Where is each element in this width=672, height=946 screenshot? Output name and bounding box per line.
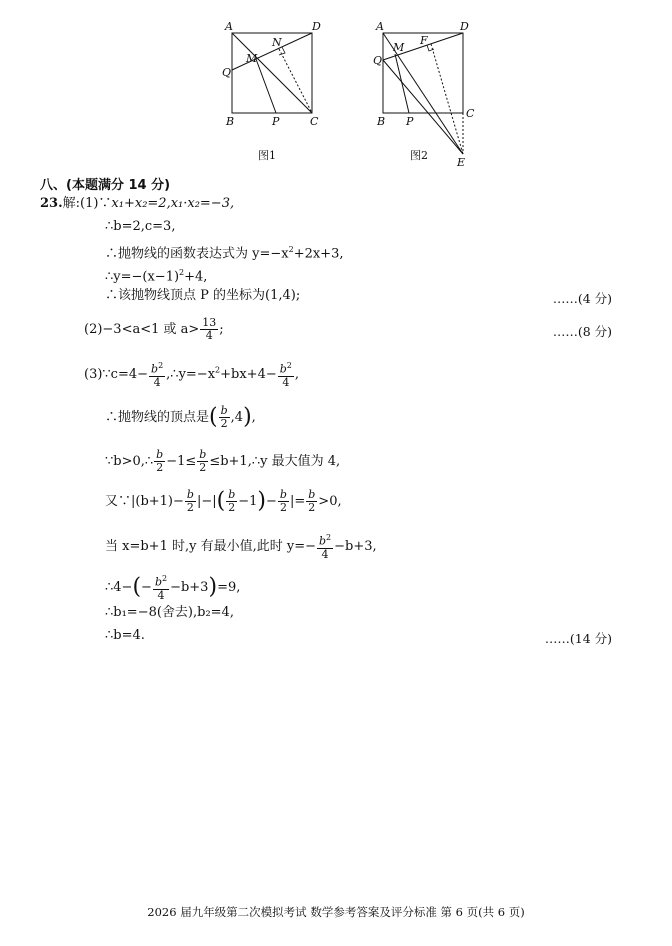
problem-number: 23. xyxy=(40,196,63,211)
label-b: B xyxy=(226,115,235,128)
roots-text: ∴b₁=−8(舍去),b₂=4, xyxy=(105,605,234,620)
score-4: ……(4 分) xyxy=(552,291,612,306)
fraction-b2-over-4: $\frac{b^2}{4}$ xyxy=(154,574,168,602)
expression-text: ∴抛物线的函数表达式为 y=−x xyxy=(105,246,289,262)
label-q: Q xyxy=(222,66,232,79)
fraction-b-over-2: $\frac{b}{2}$ xyxy=(156,448,164,474)
sum-product-text: x₁+x₂=2,x₁·x₂=−3, xyxy=(111,196,235,211)
part-3-line-3: ∵b>0,∴ $\frac{b}{2}$ −1≤ $\frac{b}{2}$ ≤b+1,∴y 最大值为 4, xyxy=(105,448,341,474)
label-n: N xyxy=(272,36,282,49)
fraction-13-4: $\frac{13}{4}$ xyxy=(202,316,217,342)
fraction-b-over-2: $\frac{b}{2}$ xyxy=(186,488,194,514)
part-3-line-1: (3)∵c=4− $\frac{b^2}{4}$ $,\therefore y=-x^2+bx+4-$ $\frac{b^2}{4}$ , xyxy=(84,361,300,389)
figure-2-caption: 图2 xyxy=(410,149,428,162)
range-text: (2)−3<a<1 或 a> xyxy=(84,322,200,337)
bc-values: ∴b=2,c=3, xyxy=(105,219,176,234)
segment-mp xyxy=(395,54,409,113)
section-heading: 八、(本题满分 14 分) xyxy=(40,178,171,193)
segment-nc-dashed xyxy=(279,49,312,113)
exponent: 2 xyxy=(288,245,294,254)
score-8: ……(8 分) xyxy=(552,324,612,339)
label-d: D xyxy=(312,20,321,33)
fraction-b2-over-4: $\frac{b^2}{4}$ xyxy=(318,533,332,561)
part-3-line-2: ∴抛物线的顶点是( $\frac{b}{2}$ ,4), xyxy=(105,404,256,430)
label-a: A xyxy=(376,20,384,33)
solution-line-2 xyxy=(105,219,175,235)
fraction-b-over-2: $\frac{b}{2}$ xyxy=(220,404,228,430)
part-3-line-6: ∴4−(− $\frac{b^2}{4}$ −b+3)=9, xyxy=(105,574,241,602)
label-d: D xyxy=(460,20,469,33)
label-f: F xyxy=(420,34,428,47)
fraction-b2-over-4: $\frac{b^2}{4}$ xyxy=(151,361,164,389)
vertex-form-tail: +4, xyxy=(184,269,208,285)
fraction-b-over-2: $\frac{b}{2}$ xyxy=(199,448,207,474)
segment-fe-dashed xyxy=(431,44,463,154)
fraction-b-over-2: $\frac{b}{2}$ xyxy=(308,488,316,514)
label-m: M xyxy=(393,41,405,54)
fraction-b-over-2: $\frac{b}{2}$ xyxy=(228,488,236,514)
label-m: M xyxy=(246,52,258,65)
part-3-line-8 xyxy=(105,628,145,644)
figure-1 xyxy=(222,18,327,128)
label-a: A xyxy=(225,20,233,33)
page-footer: 2026 届九年级第二次模拟考试 数学参考答案及评分标准 第 6 页(共 6 页) xyxy=(147,905,525,919)
part-2-line: (2)−3<a<1 或 a> $\frac{13}{4}$ ; xyxy=(84,316,224,342)
part-3-line-4: 又∵|(b+1)− $\frac{b}{2}$ |−|( $\frac{b}{2}$ −1)− $\frac{b}{2}$ |= $\frac{b}{2}$ >0, xyxy=(105,488,342,514)
figure-2 xyxy=(373,18,478,168)
part-3-line-7 xyxy=(105,605,234,621)
label-c: C xyxy=(466,107,475,120)
fraction-b2-over-4: $\frac{b^2}{4}$ xyxy=(279,361,292,389)
solution-line-3 xyxy=(105,242,343,262)
solution-line-5 xyxy=(105,288,300,304)
label-p: P xyxy=(406,115,414,128)
solution-line-4 xyxy=(105,265,207,285)
solution-lead: 解:(1)∵ xyxy=(62,196,112,211)
vertex-form: ∴y=−(x−1) xyxy=(105,269,180,285)
expression-text-tail: +2x+3, xyxy=(293,246,344,262)
right-angle-mark xyxy=(427,45,434,51)
label-p: P xyxy=(272,115,280,128)
exponent: 2 xyxy=(179,268,185,277)
label-q: Q xyxy=(373,54,383,67)
final-answer: ∴b=4. xyxy=(105,628,145,643)
score-14: ……(14 分) xyxy=(544,631,612,646)
label-e: E xyxy=(457,156,466,168)
label-c: C xyxy=(310,115,319,128)
fraction-b-over-2: $\frac{b}{2}$ xyxy=(279,488,287,514)
part-3-line-5: 当 x=b+1 时,y 有最小值,此时 y=− $\frac{b^2}{4}$ −b+3, xyxy=(105,533,377,561)
solution-line-1 xyxy=(40,196,234,212)
vertex-coordinate: ∴该抛物线顶点 P 的坐标为(1,4); xyxy=(105,288,301,303)
label-b: B xyxy=(377,115,386,128)
figure-1-caption: 图1 xyxy=(258,149,276,162)
segment-qe xyxy=(383,60,463,154)
